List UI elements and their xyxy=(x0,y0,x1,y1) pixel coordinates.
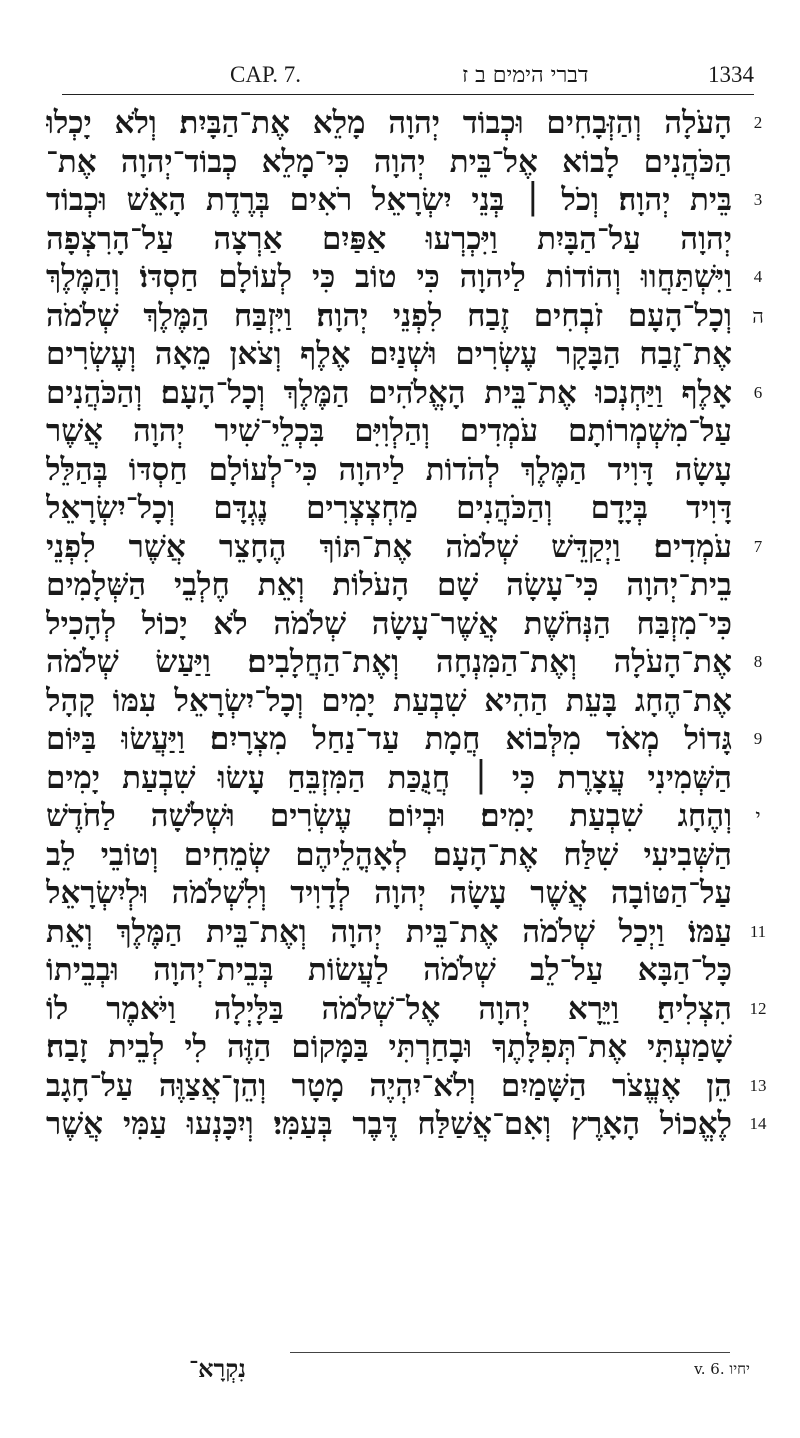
text-line: גָּדוֹל מְאֹד מִלְּבוֹא חֲמָת עַד־נַחַל מִצְרָיִם׃ וַיַּעֲשׂוּ בַּיּוֹם xyxy=(46,721,732,757)
verse-number: 2 xyxy=(753,113,763,132)
text-line: הַשְּׁמִינִי עֲצָרֶת כִּי ׀ חֲנֻכַּת הַמִּזְבֵּחַ עָשׂוּ שִׁבְעַת יָמִים xyxy=(46,759,732,796)
verse-number: 12 xyxy=(749,998,767,1018)
text-line: וְהֶחָג שִׁבְעַת יָמִים׃ וּבְיוֹם עֶשְׂרִים וּשְׁלֹשָׁה לַחֹדֶשׁ xyxy=(46,798,732,834)
text-line: בֵית־יְהוָה כִּי־עָשָׂה שָׁם הָעֹלוֹת וְאֵת חֶלְבֵי הַשְּׁלָמִים xyxy=(46,567,732,603)
text-line: אֶת־הָעֹלָה וְאֶת־הַמִּנְחָה וְאֶת־הַחֲלָבִים׃ וַיַּעַשׂ שְׁלֹמֹה xyxy=(46,644,732,680)
verse-number: 4 xyxy=(753,267,763,286)
verse-number: 3 xyxy=(753,190,763,209)
verse-number: 8 xyxy=(753,652,763,671)
verse-number: 9 xyxy=(753,729,763,748)
text-line: דָּוִיד בְּיָדָם וְהַכֹּהֲנִים מַחְצְצְרִים נֶגְדָּם וְכָל־יִשְׂרָאֵל xyxy=(46,490,732,526)
text-block xyxy=(46,104,732,1144)
text-line: כִּי־מִזְבַּח הַנְּחֹשֶׁת אֲשֶׁר־עָשָׂה שְׁלֹמֹה לֹא יָכוֹל לְהָכִיל xyxy=(46,605,732,642)
verse-number: י xyxy=(755,804,761,828)
chapter-label: CAP. 7. xyxy=(230,62,301,87)
page-number: 1334 xyxy=(708,62,754,87)
verse-number: 7 xyxy=(753,536,763,556)
page-header xyxy=(230,62,754,92)
footnote xyxy=(590,1360,750,1379)
text-line: לֶאֱכוֹל הָאָרֶץ וְאִם־אֲשַׁלַּח דֶּבֶר בְּעַמִּי׃ וְיִכָּנְעוּ עַמִּי אֲשֶׁר xyxy=(46,1106,732,1142)
text-line: וַיִּשְׁתַּחֲווּ וְהוֹדוֹת לַיהוָה כִּי טוֹב כִּי לְעוֹלָם חַסְדּוֹ׃ וְהַמֶּלֶךְ xyxy=(46,259,732,295)
text-line: הִצְלִיחַ׃ וַיֵּרָא יְהוָה אֶל־שְׁלֹמֹה בַּלָּיְלָה וַיֹּאמֶר לוֹ xyxy=(46,990,732,1027)
text-line: וְכָל־הָעָם זֹבְחִים זֶבַח לִפְנֵי יְהוָה׃ וַיִּזְבַּח הַמֶּלֶךְ שְׁלֹמֹה xyxy=(46,297,732,334)
text-line: הָעֹלָה וְהַזְּבָחִים וּכְבוֹד יְהוָה מָלֵא אֶת־הַבָּיִת׃ וְלֹא יָכְלוּ xyxy=(46,105,732,141)
text-line: יְהוָה עַל־הַבָּיִת וַיִּכְרְעוּ אַפַּיִם אַרְצָה עַל־הָרִצְפָה xyxy=(46,220,732,257)
verse-number: 13 xyxy=(749,1075,767,1095)
running-title: דברי הימים ב ז xyxy=(462,63,589,88)
text-line: עַמּוֹ׃ וַיְכַל שְׁלֹמֹה אֶת־בֵּית יְהוָה וְאֶת־בֵּית הַמֶּלֶךְ וְאֵת xyxy=(46,913,732,950)
footnote-text: יחיו xyxy=(729,1360,750,1378)
text-line: אָלֶף וַיַּחְנְכוּ אֶת־בֵּית הָאֱלֹהִים הַמֶּלֶךְ וְכָל־הָעָם׃ וְהַכֹּהֲנִים xyxy=(46,374,732,411)
text-line: בֵּית יְהוָה׃ וְכֹל ׀ בְּנֵי יִשְׂרָאֵל רֹאִים בְּרֶדֶת הָאֵשׁ וּכְבוֹד xyxy=(46,182,732,218)
text-line: הַכֹּהֲנִים לָבוֹא אֶל־בֵּית יְהוָה כִּי־מָלֵא כְבוֹד־יְהוָה אֶת־ xyxy=(46,143,732,180)
catchword: נִקְרָא־ xyxy=(188,1354,246,1383)
header-rule xyxy=(62,94,754,95)
footnote-reference: v. 6. xyxy=(694,1360,725,1378)
text-line: שָׁמַעְתִּי אֶת־תְּפִלָּתֶךָ וּבָחַרְתִּי בַּמָּקוֹם הַזֶּה לִי לְבֵית זָבַח׃ xyxy=(46,1029,732,1065)
verse-number: 11 xyxy=(749,921,767,941)
verse-number: 6 xyxy=(753,382,763,402)
text-line: אֶת־הֶחָג בָּעֵת הַהִיא שִׁבְעַת יָמִים וְכָל־יִשְׂרָאֵל עִמּוֹ קָהָל xyxy=(46,682,732,719)
text-line: אֶת־זֶבַח הַבָּקָר עֶשְׂרִים וּשְׁנַיִם אֶלֶף וְצֹאן מֵאָה וְעֶשְׂרִים xyxy=(46,336,732,372)
verse-number: ה xyxy=(752,303,764,328)
text-line: עַל־מִשְׁמְרוֹתָם עֹמְדִים וְהַלְוִיִּם בִּכְלֵי־שִׁיר יְהוָה אֲשֶׁר xyxy=(46,413,732,449)
footnote-rule xyxy=(290,1352,730,1353)
text-line: כָּל־הַבָּא עַל־לֵב שְׁלֹמֹה לַעֲשׂוֹת בְּבֵית־יְהוָה וּבְבֵיתוֹ xyxy=(46,952,732,988)
text-line: הַשְּׁבִיעִי שִׁלַּח אֶת־הָעָם לְאָהֳלֵיהֶם שְׂמֵחִים וְטוֹבֵי לֵב xyxy=(46,836,732,873)
text-line: עַל־הַטּוֹבָה אֲשֶׁר עָשָׂה יְהוָה לְדָוִיד וְלִשְׁלֹמֹה וּלְיִשְׂרָאֵל xyxy=(46,875,732,911)
verse-number: 14 xyxy=(749,1114,767,1133)
text-line: הֵן אֶעֱצֹר הַשָּׁמַיִם וְלֹא־יִהְיֶה מָטָר וְהֵן־אֲצַוֶּה עַל־חָגָב xyxy=(46,1067,732,1104)
text-line: עָשָׂה דָּוִיד הַמֶּלֶךְ לְהֹדוֹת לַיהוָה כִּי־לְעוֹלָם חַסְדּוֹ בְּהַלֵּל xyxy=(46,451,732,488)
text-line: עֹמְדִים׃ וַיְקַדֵּשׁ שְׁלֹמֹה אֶת־תּוֹךְ הֶחָצֵר אֲשֶׁר לִפְנֵי xyxy=(46,528,732,565)
